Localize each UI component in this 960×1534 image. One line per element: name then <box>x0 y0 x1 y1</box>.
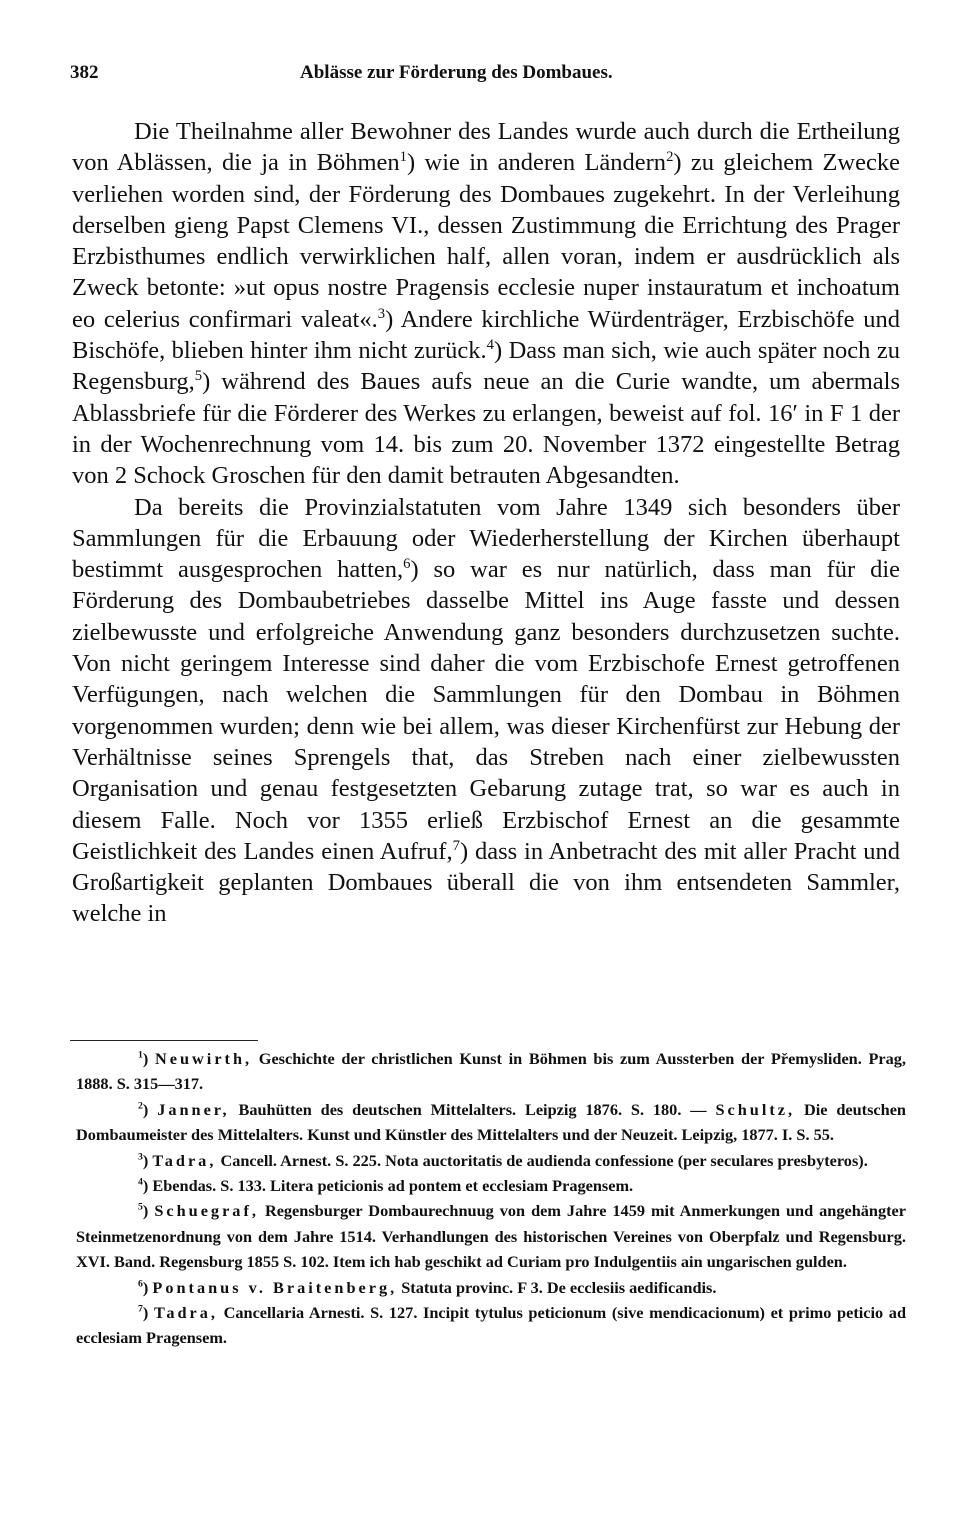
footnote-text: Die deutschen Dombaumeister des Mittelalters. Kunst und Künstler des Mittelalters und der Neuzeit. Leipzig, 1877. I. S. 55. <box>76 1099 906 1145</box>
main-text <box>72 116 900 930</box>
footnote-number: 7 <box>138 1303 143 1315</box>
footnote-number: 3 <box>138 1151 143 1163</box>
footnote-2: $^2$) Janner, Bauhütten des deutschen Mittelalters. Leipzig 1876. S. 180. — Schultz, Die deutschen Dombaumeister des Mittelalters. Kunst und Künstler des Mittelalters und der Neuzeit. Leipzig, 1877. I. S. 55. <box>76 1099 906 1145</box>
paragraph-1 <box>72 116 900 492</box>
text-run: ) so war es nur natürlich, dass man für die Förderung des Dombaubetriebes dasselbe Mittel ins Auge fasste und dessen zielbewusste und erfolgreiche Anwendung ganz besonders durchzusetzen suchte. Von nicht geringem Interesse sind daher die vom Erzbischofe Ernest getroffenen Verfügungen, nach welchen die Sammlungen für den Dombau in Böhmen vorgenommen wurden; denn wie bei allem, was dieser Kirchenfürst zur Hebung der Verhältnisse seines Sprengels that, das Streben nach einer zielbewussten Organisation und genau festgesetzten Gebarung zutage trat, so war es auch in diesem Falle. Noch vor 1355 erließ Erzbischof Ernest an die gesammte Geistlichkeit des Landes einen Aufruf, <box>72 556 901 865</box>
footnote-author: Tadra, <box>153 1303 218 1323</box>
footnote-text: Cancell. Arnest. S. 225. Nota auctoritatis de audienda confessione (per seculares presbyteros). <box>220 1150 868 1170</box>
footnote-1: $^1$) Neuwirth, Geschichte der christlichen Kunst in Böhmen bis zum Aussterben der Přemysliden. Prag, 1888. S. 315—317. <box>76 1049 906 1094</box>
page-header <box>70 62 900 92</box>
page-number: 382 <box>70 62 99 83</box>
footnote-author: Neuwirth, <box>155 1049 253 1068</box>
text-run: Die Theilnahme aller Bewohner des Landes wurde auch durch die Ertheilung von Ablässen, die ja in Böhmen <box>72 118 900 177</box>
footnote-ref: 7 <box>452 837 460 854</box>
footnote-author: Schuegraf, <box>154 1201 259 1221</box>
footnote-ref: 3 <box>377 305 386 322</box>
footnote-ref: 4 <box>486 336 494 353</box>
text-run: ) dass in Anbetracht des mit aller Pracht und Großartigkeit geplanten Dombaues überall die von ihm entsendeten Sammler, welche in <box>72 837 900 928</box>
footnote-number: 2 <box>138 1100 143 1112</box>
footnote-author: Tadra, <box>152 1150 217 1170</box>
footnote-author: Janner, <box>157 1099 230 1119</box>
footnote-author: Schultz, <box>715 1099 796 1119</box>
footnote-number: 1 <box>138 1049 143 1061</box>
footnote-text: Ebendas. S. 133. Litera peticionis ad pontem et ecclesiam Pragensem. <box>152 1176 634 1196</box>
text-run: ) zu gleichem Zwecke verliehen worden sind, der Förderung des Dombaues zugekehrt. In der Verleihung derselben gieng Papst Clemens VI., dessen Zustimmung die Errichtung des Prager Erzbisthumes endlich verwirklichen half, allen voran, indem er ausdrücklich als Zweck betonte: »ut opus nostre Pragensis ecclesie nuper instauratum et inchoatum eo celerius confirmari valeat«. <box>72 149 900 333</box>
text-run: ) während des Baues aufs neue an die Curie wandte, um abermals Ablassbriefe für die Förderer des Werkes zu erlangen, beweist auf fol. 16′ in F 1 der in der Wochenrechnung vom 14. bis zum 20. November 1372 eingestellte Betrag von 2 Schock Groschen für den damit betrauten Abgesandten. <box>72 368 900 490</box>
text-run: ) Andere kirchliche Würdenträger, Erzbischöfe und Bischöfe, blieben hinter ihm nicht zurück. <box>72 305 900 365</box>
text-run: Da bereits die Provinzialstatuten vom Jahre 1349 sich besonders über Sammlungen für die Erbauung oder Wiederherstellung der Kirchen überhaupt bestimmt ausgesprochen hatten, <box>72 493 900 584</box>
footnote-text: Statuta provinc. F 3. De ecclesiis aedificandis. <box>401 1277 717 1297</box>
text-run: ) wie in anderen Ländern <box>407 149 667 177</box>
footnote-4: $^4$) Ebendas. S. 133. Litera peticionis ad pontem et ecclesiam Pragensem. <box>138 1176 634 1196</box>
footnote-ref: 1 <box>399 149 408 166</box>
footnote-number: 4 <box>138 1176 143 1188</box>
footnote-7: $^7$) Tadra, Cancellaria Arnesti. S. 127. Incipit tytulus peticionum (sive mendicacionum) et primo peticio ad ecclesiam Pragensem. <box>76 1303 906 1348</box>
footnote-text: Regensburger Dombaurechnuug von dem Jahre 1459 mit Anmerkungen und angehängter Steinmetzenordnung von dem Jahre 1514. Verhandlungen des historischen Vereines von Oberpfalz und Regensburg. XVI. Band. Regensburg 1855 S. 102. Item ich hab geschikt ad Curiam pro Indulgentiis ain ungarischen gulden. <box>76 1201 906 1272</box>
footnote-text: Bauhütten des deutschen Mittelalters. Leipzig 1876. S. 180. — <box>238 1099 707 1119</box>
footnote-6: $^6$) Pontanus v. Braitenberg, Statuta provinc. F 3. De ecclesiis aedificandis. <box>138 1277 717 1297</box>
footnote-ref: 2 <box>666 149 674 166</box>
paragraph-2 <box>72 492 900 930</box>
footnote-ref: 5 <box>194 368 203 385</box>
footnote-number: 6 <box>138 1278 143 1290</box>
footnote-author: Pontanus v. Braitenberg, <box>152 1277 398 1297</box>
footnote-text: Cancellaria Arnesti. S. 127. Incipit tytulus peticionum (sive mendicacionum) et primo peticio ad ecclesiam Pragensem. <box>76 1303 906 1348</box>
footnote-ref: 6 <box>403 556 411 572</box>
footnote-5: $^5$) Schuegraf, Regensburger Dombaurechnuug von dem Jahre 1459 mit Anmerkungen und angehängter Steinmetzenordnung von dem Jahre 1514. Verhandlungen des historischen Vereines von Oberpfalz und Regensburg. XVI. Band. Regensburg 1855 S. 102. Item ich hab geschikt ad Curiam pro Indulgentiis ain ungarischen gulden. <box>76 1201 906 1272</box>
footnote-divider <box>70 1040 258 1041</box>
footnotes <box>76 1046 906 1351</box>
footnote-text: Geschichte der christlichen Kunst in Böhmen bis zum Aussterben der Přemysliden. Prag, 1888. S. 315—317. <box>76 1049 906 1094</box>
footnote-number: 5 <box>138 1202 143 1214</box>
running-head: Ablässe zur Förderung des Dombaues. <box>300 62 613 83</box>
footnote-3: $^3$) Tadra, Cancell. Arnest. S. 225. Nota auctoritatis de audienda confessione (per seculares presbyteros). <box>138 1150 868 1170</box>
text-run: ) Dass man sich, wie auch später noch zu Regensburg, <box>72 337 901 396</box>
